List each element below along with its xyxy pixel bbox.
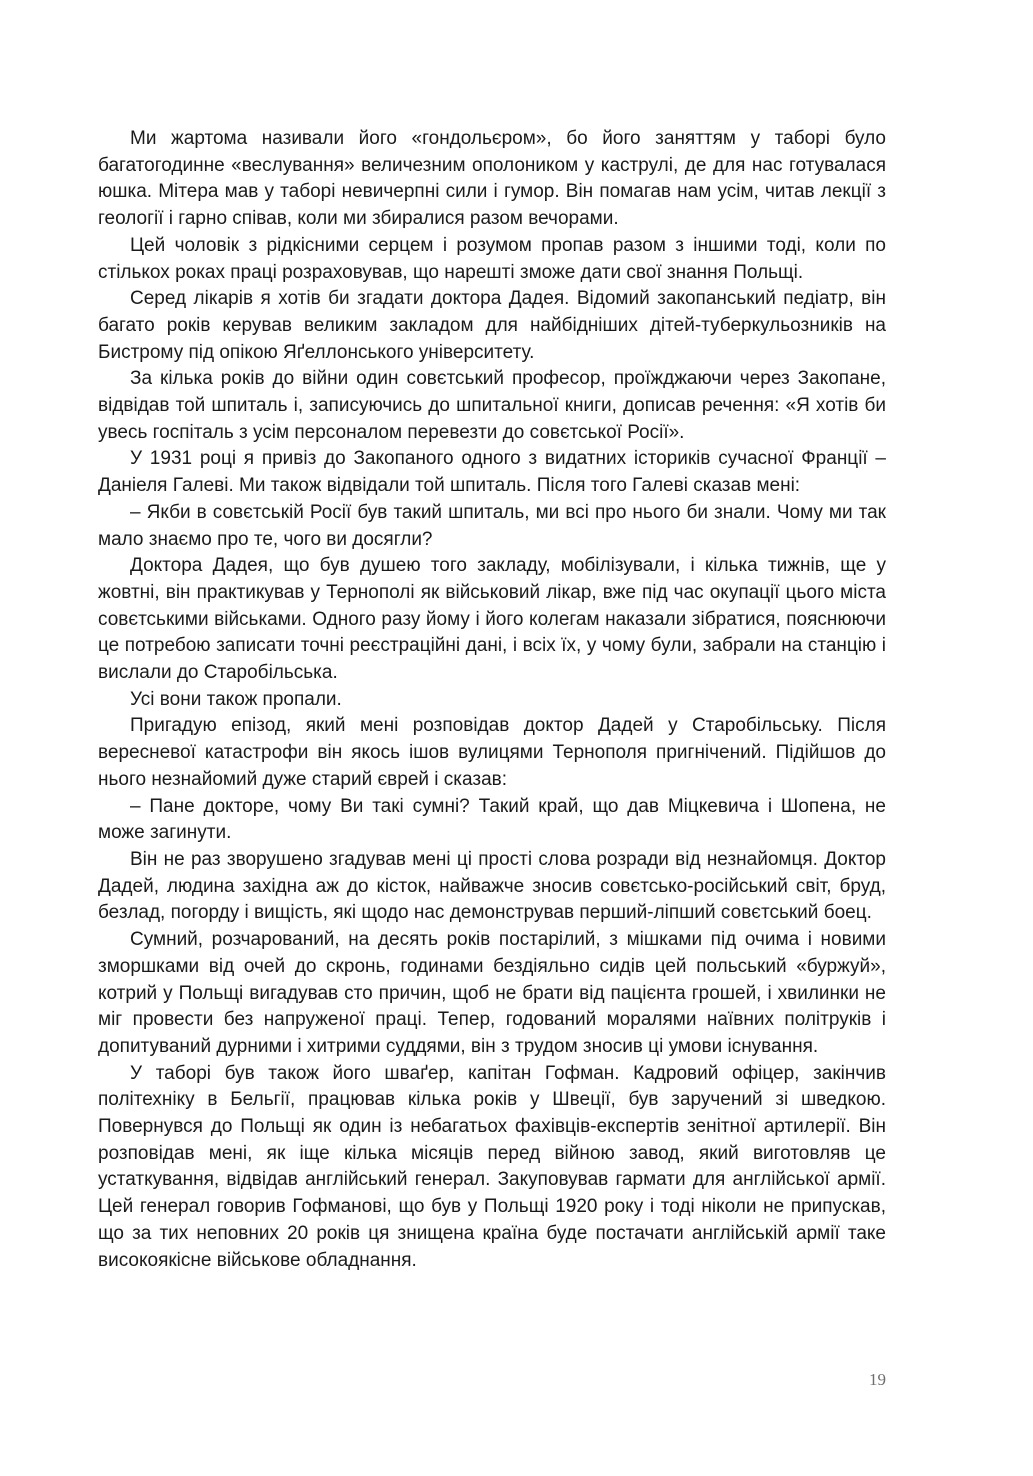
paragraph-5: У 1931 році я привіз до Закопаного одного з видатних істориків сучасної Франції – Даніеля Галеві. Ми також відвідали той шпиталь. Після того Галеві сказав мені: — [98, 448, 886, 497]
paragraph-2: Цей чоловік з рідкісними серцем і розумом пропав разом з іншими тоді, коли по стількох роках праці розраховував, що нарешті зможе дати свої знання Польщі. — [98, 234, 886, 283]
paragraph-13: У таборі був також його шваґер, капітан Гофман. Кадровий офіцер, закінчив політехніку в Бельгії, працював кілька років у Швеції, був заручений зі шведкою. Повернувся до Польщі як один із небагатьох фахівців-експертів зенітної артилерії. Він розповідав мені, як іще кілька місяців перед війною завод, який виготовляв це устаткування, відвідав англійський генерал. Закуповував гармати для англійської армії. Цей генерал говорив Гофманові, що був у Польщі 1920 року і тоді ніколи не припускав, що за тих неповних 20 років ця знищена країна буде постачати англійській армії таке високоякісне військове обладнання. — [98, 1062, 886, 1271]
paragraph-7: Доктора Дадея, що був душею того закладу, мобілізували, і кілька тижнів, ще у жовтні, він практикував у Тернополі як військовий лікар, вже під час окупації цього міста совєтськими військами. Одного разу йому і його колегам наказали зібратися, пояснюючи це потребою записати точні реєстраційні дані, і всіх їх, у чому були, забрали на станцію і вислали до Старобільська. — [98, 555, 886, 684]
paragraph-11: Він не раз зворушено згадував мені ці прості слова розради від незнайомця. Доктор Дадей, людина західна аж до кісток, найважче зносив совєтсько-російський світ, бруд, безлад, погорду і вищість, які щодо нас демонстрував перший-ліпший совєтський боец. — [98, 848, 886, 924]
paragraph-10: – Пане докторе, чому Ви такі сумні? Такий край, що дав Міцкевича і Шопена, не може загинути. — [98, 795, 886, 844]
page-number: 19 — [869, 1370, 886, 1389]
paragraph-1: Ми жартома називали його «гондольєром», бо його заняттям у таборі було багатогодинне «веслування» величезним ополоником у каструлі, де для нас готувалася юшка. Мітера мав у таборі невичерпні сили і гумор. Він помагав нам усім, читав лекції з геології і гарно співав, коли ми збиралися разом вечорами. — [98, 128, 886, 230]
paragraph-9: Пригадую епізод, який мені розповідав доктор Дадей у Старобільську. Після вересневої катастрофи він якось ішов вулицями Тернополя пригнічений. Підійшов до нього незнайомий дуже старий єврей і сказав: — [98, 715, 886, 790]
paragraph-4: За кілька років до війни один совєтський професор, проїжджаючи через Закопане, відвідав той шпиталь і, записуючись до шпитальної книги, дописав речення: «Я хотів би увесь госпіталь з усім персоналом перевезти до совєтської Росії». — [98, 368, 886, 443]
paragraph-3: Серед лікарів я хотів би згадати доктора Дадея. Відомий закопанський педіатр, він багато років керував великим закладом для найбідніших дітей-туберкульозників на Бистрому під опікою Яґеллонського університету. — [98, 288, 886, 363]
paragraph-8: Усі вони також пропали. — [130, 688, 342, 710]
paragraph-6: – Якби в совєтській Росії був такий шпиталь, ми всі про нього би знали. Чому ми так мало знаємо про те, чого ви досягли? — [98, 501, 886, 550]
paragraph-12: Сумний, розчарований, на десять років постарілий, з мішками під очима і новими зморшками від очей до скронь, годинами бездіяльно сидів цей польський «буржуй», котрий у Польщі вигадував сто причин, щоб не брати від пацієнта грошей, і хвилинки не міг провести без напруженої праці. Тепер, годований моралями наївних політруків і допитуваний дурними і хитрими суддями, він з трудом зносив ці умови існування. — [98, 929, 886, 1057]
body-text — [98, 126, 886, 1274]
